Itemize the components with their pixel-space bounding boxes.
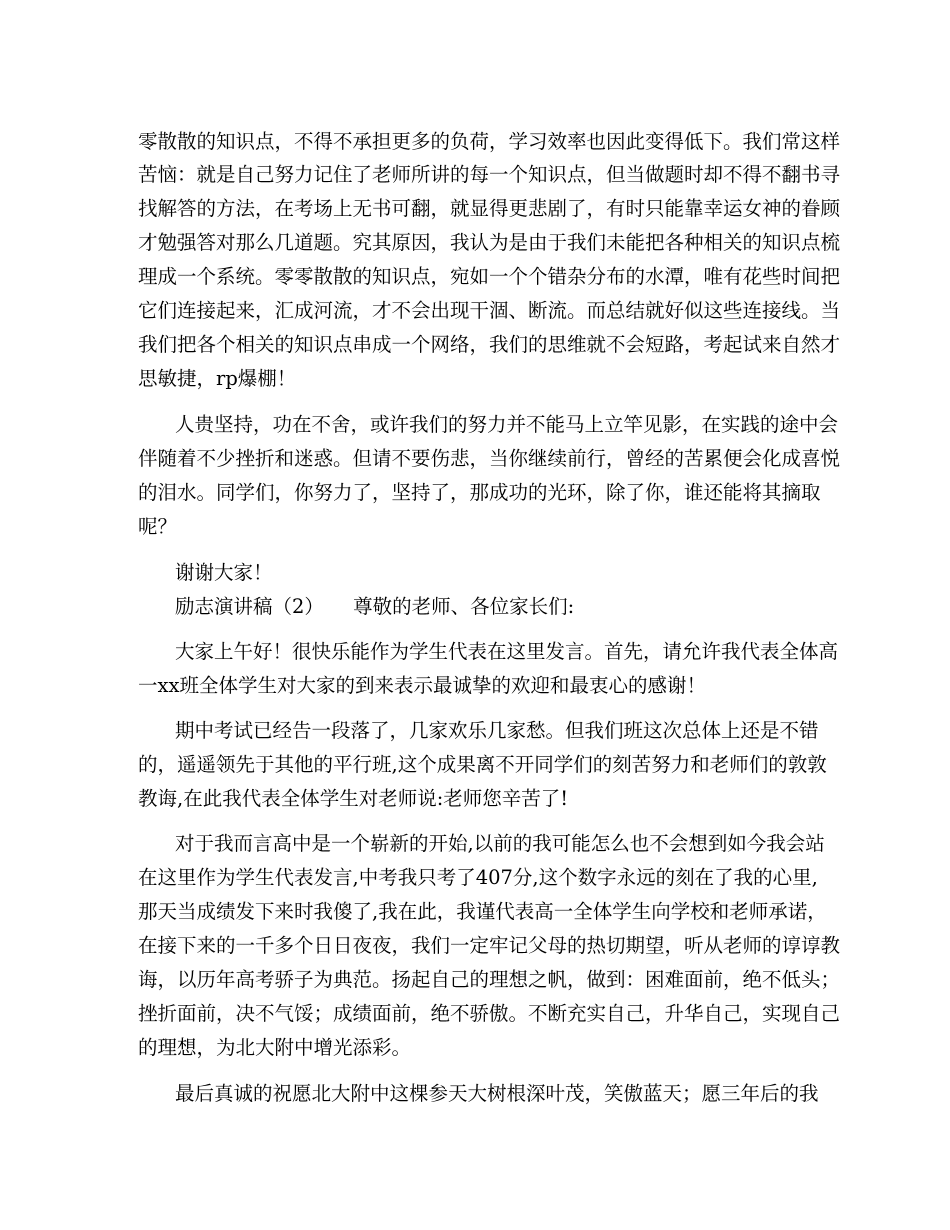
text-line: 一xx班全体学生对大家的到来表示最诚挚的欢迎和最衷心的感谢！	[138, 674, 706, 697]
text-line: 才勉强答对那么几道题。究其原因，我认为是由于我们未能把各种相关的知识点梳	[138, 231, 841, 254]
text-line: 我们把各个相关的知识点串成一个网络，我们的思维就不会短路，考起试来自然才	[138, 333, 841, 356]
section-heading: 励志演讲稿（2） 尊敬的老师、各位家长们:	[175, 595, 575, 618]
text-line: 呢？	[138, 515, 178, 538]
text-line: 最后真诚的祝愿北大附中这棵参天大树根深叶茂，笑傲蓝天；愿三年后的我	[175, 1082, 819, 1105]
text-line: 伴随着不少挫折和迷惑。但请不要伤悲，当你继续前行，曾经的苦累便会化成喜悦	[138, 447, 841, 470]
text-line: 对于我而言高中是一个崭新的开始,以前的我可能怎么也不会想到如今我会站	[175, 832, 825, 855]
text-line: 人贵坚持，功在不舍，或许我们的努力并不能马上立竿见影，在实践的途中会	[175, 413, 839, 436]
text-line: 思敏捷，rp爆棚！	[138, 367, 297, 390]
text-line: 的理想，为北大附中增光添彩。	[138, 1036, 412, 1059]
text-line: 教诲,在此我代表全体学生对老师说:老师您辛苦了!	[138, 787, 569, 810]
text-line: 理成一个系统。零零散散的知识点，宛如一个个错杂分布的水潭，唯有花些时间把	[138, 265, 841, 288]
text-line: 苦恼：就是自己努力记住了老师所讲的每一个知识点，但当做题时却不得不翻书寻	[138, 163, 841, 186]
text-line: 那天当成绩发下来时我傻了,我在此，我谨代表高一全体学生向学校和老师承诺，	[138, 900, 827, 923]
text-line: 大家上午好！很快乐能作为学生代表在这里发言。首先，请允许我代表全体高	[175, 640, 839, 663]
text-line: 在这里作为学生代表发言,中考我只考了407分,这个数字永远的刻在了我的心里,	[138, 866, 818, 889]
text-line: 期中考试已经告一段落了，几家欢乐几家愁。但我们班这次总体上还是不错	[175, 719, 819, 742]
text-line: 诲，以历年高考骄子为典范。扬起自己的理想之帆，做到：困难面前，绝不低头；	[138, 968, 841, 991]
text-line: 的，遥遥领先于其他的平行班,这个成果离不开同学们的刻苦努力和老师们的敦敦	[138, 753, 827, 776]
text-line: 的泪水。同学们，你努力了，坚持了，那成功的光环，除了你，谁还能将其摘取	[138, 481, 821, 504]
text-line: 零散散的知识点，不得不承担更多的负荷，学习效率也因此变得低下。我们常这样	[138, 130, 841, 153]
text-line: 谢谢大家！	[175, 561, 273, 584]
text-line: 它们连接起来，汇成河流，才不会出现干涸、断流。而总结就好似这些连接线。当	[138, 299, 841, 322]
text-line: 找解答的方法，在考场上无书可翻，就显得更悲剧了，有时只能靠幸运女神的眷顾	[138, 197, 841, 220]
text-line: 在接下来的一千多个日日夜夜，我们一定牢记父母的热切期望，听从老师的谆谆教	[138, 934, 841, 957]
text-line: 挫折面前，决不气馁；成绩面前，绝不骄傲。不断充实自己，升华自己，实现自己	[138, 1002, 841, 1025]
